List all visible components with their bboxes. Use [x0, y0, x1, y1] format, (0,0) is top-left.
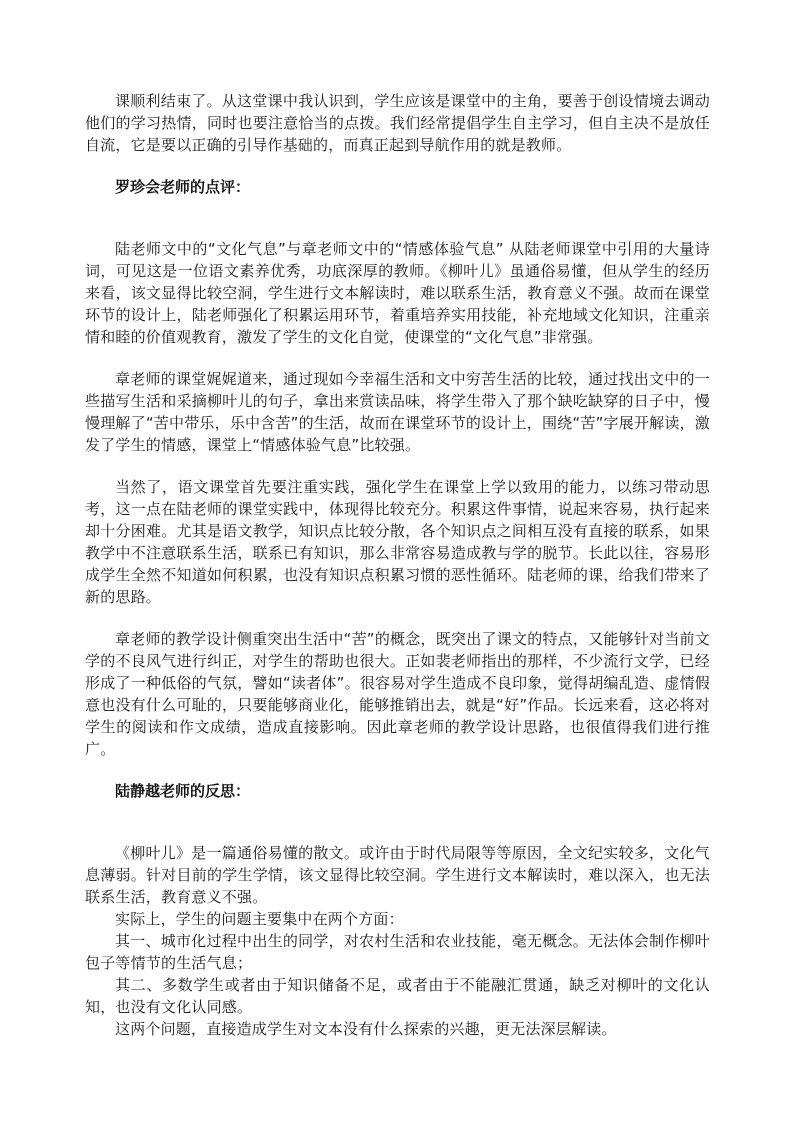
reflection-paragraph-2: 实际上，学生的问题主要集中在两个方面：: [115, 910, 404, 928]
comment-paragraph-3: 当然了，语文课堂首先要注重实践，强化学生在课堂上学以致用的能力，以练习带动思考，这一点在陆老师的课堂实践中，体现得比较充分。积累这件事情，说起来容易，执行起来却十分困难。尤其是语文教学，知识点比较分散，各个知识点之间相互没有直接的联系，如果教学中不注意联系生活，联系已有知识，那么非常容易造成教与学的脱节。长此以往，容易形成学生全然不知道如何积累，也没有知识点积累习惯的恶性循环。陆老师的课，给我们带来了新的思路。: [85, 478, 710, 606]
comment-section-heading: 罗珍会老师的点评：: [115, 178, 251, 196]
reflection-section-heading: 陆静越老师的反思：: [115, 782, 251, 800]
reflection-paragraph-3: 其一、城市化过程中出生的同学，对农村生活和农业技能，毫无概念。无法体会制作柳叶包子等情节的生活气息；: [85, 932, 710, 972]
comment-paragraph-1: 陆老师文中的“文化气息”与章老师文中的“情感体验气息” 从陆老师课堂中引用的大量诗词，可见这是一位语文素养优秀，功底深厚的教师。《柳叶儿》虽通俗易懂，但从学生的经历来看，该文显得比较空洞，学生进行文本解读时，难以联系生活，教育意义不强。故而在课堂环节的设计上，陆老师强化了积累运用环节，着重培养实用技能，补充地域文化知识，注重亲情和睦的价值观教育，激发了学生的文化自觉，使课堂的“文化气息”非常强。: [85, 240, 710, 346]
reflection-paragraph-1: 《柳叶儿》是一篇通俗易懂的散文。或许由于时代局限等等原因，全文纪实较多，文化气息薄弱。针对目前的学生学情，该文显得比较空洞。学生进行文本解读时，难以深入，也无法联系生活，教育意义不强。: [85, 844, 710, 906]
comment-paragraph-4: 章老师的教学设计侧重突出生活中“苦”的概念，既突出了课文的特点，又能够针对当前文学的不良风气进行纠正，对学生的帮助也很大。正如裴老师指出的那样，不少流行文学，已经形成了一种低俗的气氛，譬如“读者体”。很容易对学生造成不良印象，觉得胡编乱造、虚情假意也没有什么可耻的，只要能够商业化，能够推销出去，就是“好”作品。长远来看，这必将对学生的阅读和作文成绩，造成直接影响。因此章老师的教学设计思路，也很值得我们进行推广。: [85, 630, 710, 758]
reflection-paragraph-5: 这两个问题，直接造成学生对文本没有什么探索的兴趣，更无法深层解读。: [115, 1020, 617, 1038]
intro-paragraph: 课顺利结束了。从这堂课中我认识到，学生应该是课堂中的主角，要善于创设情境去调动他们的学习热情，同时也要注意恰当的点拨。我们经常提倡学生自主学习，但自主决不是放任自流，它是要以正确的引导作基础的，而真正起到导航作用的就是教师。: [85, 92, 710, 154]
reflection-paragraph-4: 其二、多数学生或者由于知识储备不足，或者由于不能融汇贯通，缺乏对柳叶的文化认知，也没有文化认同感。: [85, 976, 710, 1016]
comment-paragraph-2: 章老师的课堂娓娓道来，通过现如今幸福生活和文中穷苦生活的比较，通过找出文中的一些描写生活和采摘柳叶儿的句子，拿出来赏读品味，将学生带入了那个缺吃缺穿的日子中，慢慢理解了“苦中带乐，乐中含苦”的生活，故而在课堂环节的设计上，围绕“苦”字展开解读，激发了学生的情感，课堂上“情感体验气息”比较强。: [85, 370, 710, 454]
